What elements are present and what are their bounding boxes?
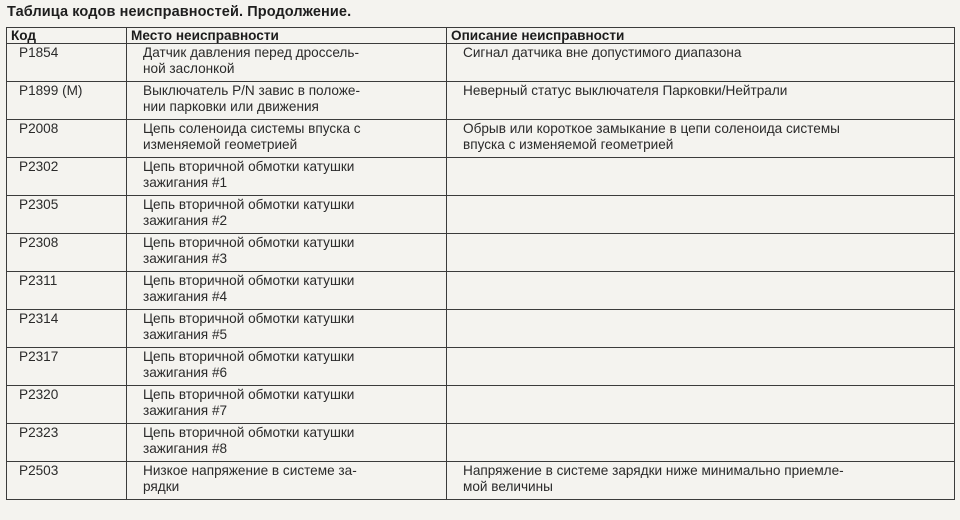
fault-description-line: Неверный статус выключателя Парковки/Нейтрали: [463, 83, 788, 98]
fault-place-cell: [127, 196, 447, 234]
fault-place-line: зажигания #1: [143, 175, 228, 190]
fault-codes-table: [6, 27, 955, 500]
fault-description-line: мой величины: [463, 479, 553, 494]
fault-place-line: Цепь вторичной обмотки катушки: [143, 197, 355, 212]
fault-place-line: Цепь вторичной обмотки катушки: [143, 235, 355, 250]
table-row: [7, 120, 955, 158]
fault-place-line: нии парковки или движения: [143, 99, 319, 114]
fault-place-line: зажигания #6: [143, 365, 228, 380]
column-header-description: Описание неисправности: [447, 28, 955, 44]
fault-description-line: Напряжение в системе зарядки ниже минимально приемле-: [463, 463, 844, 478]
fault-description-cell: [447, 82, 955, 120]
fault-place-cell: [127, 310, 447, 348]
fault-place-line: ной заслонкой: [143, 61, 235, 76]
table-body: [7, 44, 955, 500]
fault-description-cell: [447, 44, 955, 82]
fault-place-line: зажигания #8: [143, 441, 228, 456]
fault-code-cell: P2302: [7, 158, 127, 196]
fault-place-cell: [127, 120, 447, 158]
fault-description-line: впуска с изменяемой геометрией: [463, 137, 674, 152]
fault-code-cell: P2323: [7, 424, 127, 462]
fault-place-cell: [127, 462, 447, 500]
fault-description-cell: [447, 310, 955, 348]
table-row: [7, 386, 955, 424]
fault-description-line: Обрыв или короткое замыкание в цепи соленоида системы: [463, 121, 840, 136]
fault-code-cell: P2311: [7, 272, 127, 310]
table-row: [7, 310, 955, 348]
table-row: [7, 348, 955, 386]
table-row: [7, 82, 955, 120]
fault-description-cell: [447, 158, 955, 196]
fault-place-cell: [127, 82, 447, 120]
fault-place-line: Цепь вторичной обмотки катушки: [143, 273, 355, 288]
fault-place-line: зажигания #4: [143, 289, 228, 304]
fault-place-cell: [127, 158, 447, 196]
table-row: [7, 462, 955, 500]
fault-description-cell: [447, 234, 955, 272]
fault-place-line: зажигания #5: [143, 327, 228, 342]
fault-place-line: Низкое напряжение в системе за-: [143, 463, 357, 478]
fault-place-line: Цепь вторичной обмотки катушки: [143, 349, 355, 364]
fault-code-cell: P2317: [7, 348, 127, 386]
fault-place-cell: [127, 386, 447, 424]
fault-place-line: Цепь вторичной обмотки катушки: [143, 311, 355, 326]
fault-place-line: Цепь вторичной обмотки катушки: [143, 159, 355, 174]
fault-description-cell: [447, 120, 955, 158]
table-row: [7, 424, 955, 462]
fault-place-cell: [127, 272, 447, 310]
fault-place-line: рядки: [143, 479, 180, 494]
fault-code-cell: P2308: [7, 234, 127, 272]
fault-code-cell: P2503: [7, 462, 127, 500]
page-title: Таблица кодов неисправностей. Продолжение.: [7, 4, 352, 20]
fault-place-cell: [127, 424, 447, 462]
fault-place-cell: [127, 234, 447, 272]
fault-code-cell: P2320: [7, 386, 127, 424]
table-row: [7, 234, 955, 272]
fault-place-line: Цепь вторичной обмотки катушки: [143, 387, 355, 402]
fault-place-line: зажигания #7: [143, 403, 228, 418]
fault-code-cell: P1854: [7, 44, 127, 82]
fault-place-cell: [127, 44, 447, 82]
table-row: [7, 196, 955, 234]
fault-place-line: зажигания #2: [143, 213, 228, 228]
fault-code-cell: P2314: [7, 310, 127, 348]
fault-code-cell: P1899 (M): [7, 82, 127, 120]
table-row: [7, 44, 955, 82]
column-header-code: Код: [7, 28, 127, 44]
fault-code-cell: P2008: [7, 120, 127, 158]
fault-code-cell: P2305: [7, 196, 127, 234]
fault-place-line: изменяемой геометрией: [143, 137, 298, 152]
column-header-place: Место неисправности: [127, 28, 447, 44]
fault-place-line: Выключатель P/N завис в положе-: [143, 83, 360, 98]
fault-description-line: Сигнал датчика вне допустимого диапазона: [463, 45, 742, 60]
fault-description-cell: [447, 424, 955, 462]
fault-place-line: Цепь вторичной обмотки катушки: [143, 425, 355, 440]
table-row: [7, 158, 955, 196]
fault-place-line: зажигания #3: [143, 251, 228, 266]
fault-place-line: Датчик давления перед дроссель-: [143, 45, 359, 60]
fault-description-cell: [447, 272, 955, 310]
table-row: [7, 272, 955, 310]
fault-description-cell: [447, 196, 955, 234]
fault-description-cell: [447, 348, 955, 386]
fault-place-cell: [127, 348, 447, 386]
fault-description-cell: [447, 462, 955, 500]
fault-place-line: Цепь соленоида системы впуска с: [143, 121, 361, 136]
fault-description-cell: [447, 386, 955, 424]
table-header-row: [7, 28, 955, 44]
